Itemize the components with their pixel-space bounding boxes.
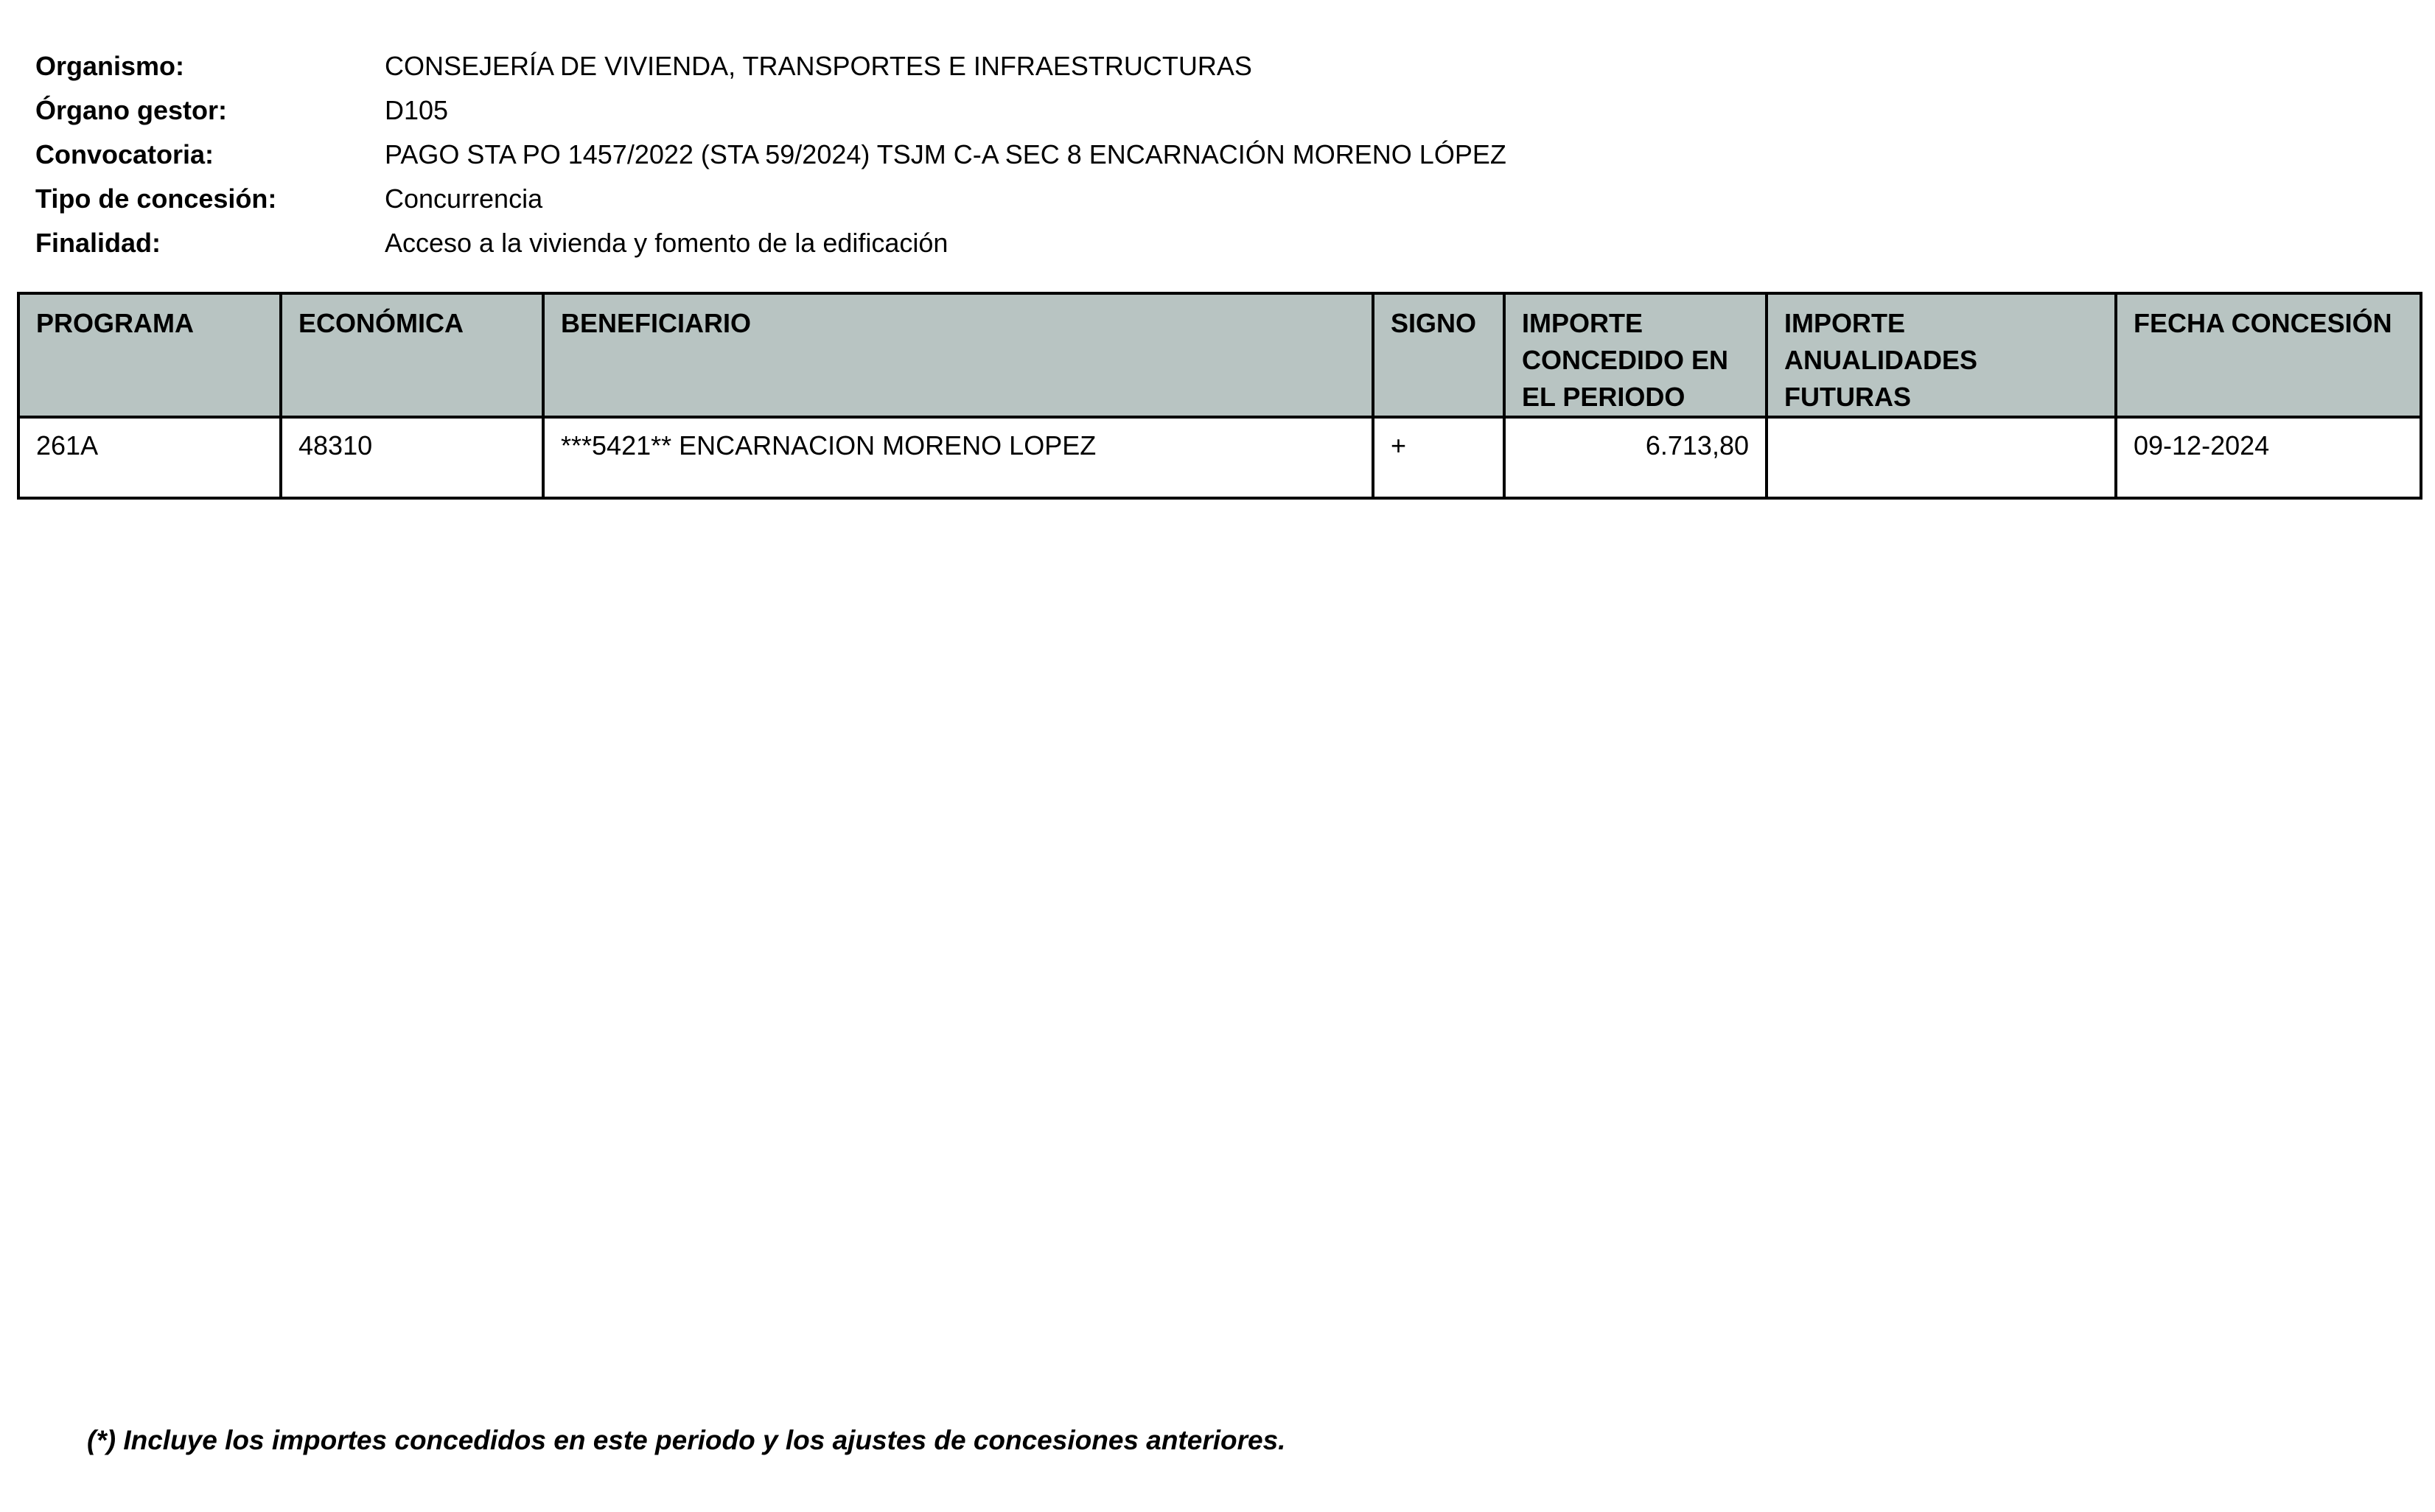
cell-fecha-concesion: 09-12-2024: [2116, 417, 2421, 498]
cell-beneficiario: ***5421** ENCARNACION MORENO LOPEZ: [543, 417, 1373, 498]
column-header-programa: PROGRAMA: [18, 293, 281, 417]
organismo-value: CONSEJERÍA DE VIVIENDA, TRANSPORTES E INFRAESTRUCTURAS: [385, 51, 1252, 81]
column-header-importe-periodo: IMPORTE CONCEDIDO EN EL PERIODO: [1504, 293, 1767, 417]
organo-gestor-value: D105: [385, 95, 449, 125]
cell-programa: 261A: [18, 417, 281, 498]
finalidad-label: Finalidad:: [35, 228, 161, 258]
column-header-economica: ECONÓMICA: [281, 293, 543, 417]
organismo-label: Organismo:: [35, 51, 185, 81]
cell-importe-periodo: 6.713,80: [1504, 417, 1767, 498]
column-header-signo: SIGNO: [1373, 293, 1504, 417]
cell-economica: 48310: [281, 417, 543, 498]
cell-importe-futuras: [1767, 417, 2116, 498]
table-header-row: [18, 293, 2421, 417]
grants-table: [17, 292, 2422, 500]
meta-row-convocatoria: [35, 133, 2394, 177]
column-header-fecha-concesion: FECHA CONCESIÓN: [2116, 293, 2421, 417]
organo-gestor-label: Órgano gestor:: [35, 95, 228, 125]
meta-row-organismo: [35, 44, 2394, 88]
finalidad-value: Acceso a la vivienda y fomento de la edificación: [385, 228, 949, 258]
footnote: (*) Incluye los importes concedidos en este periodo y los ajustes de concesiones anteriores.: [87, 1425, 1286, 1455]
meta-row-organo-gestor: [35, 88, 2394, 133]
cell-signo: +: [1373, 417, 1504, 498]
meta-row-tipo-concesion: [35, 177, 2394, 221]
convocatoria-label: Convocatoria:: [35, 139, 214, 169]
column-header-importe-futuras: IMPORTE ANUALIDADES FUTURAS: [1767, 293, 2116, 417]
tipo-concesion-label: Tipo de concesión:: [35, 183, 277, 214]
meta-row-finalidad: [35, 221, 2394, 265]
grant-metadata: [35, 44, 2394, 265]
convocatoria-value: PAGO STA PO 1457/2022 (STA 59/2024) TSJM C-A SEC 8 ENCARNACIÓN MORENO LÓPEZ: [385, 139, 1506, 169]
column-header-beneficiario: BENEFICIARIO: [543, 293, 1373, 417]
table-row: [18, 417, 2421, 498]
tipo-concesion-value: Concurrencia: [385, 183, 543, 214]
